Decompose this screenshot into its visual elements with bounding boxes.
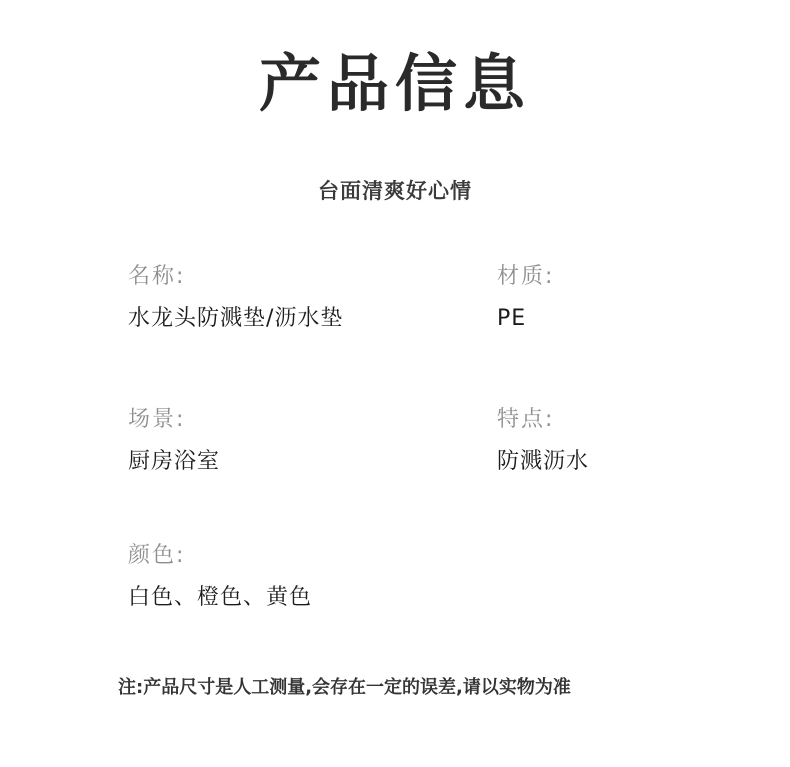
field-material bbox=[497, 262, 554, 334]
field-name bbox=[128, 262, 343, 334]
field-feature-label: 特点: bbox=[497, 407, 555, 432]
field-color-value: 白色、橙色、黄色 bbox=[128, 585, 313, 610]
field-color-label: 颜色: bbox=[128, 543, 186, 568]
page-subtitle: 台面清爽好心情 bbox=[318, 179, 472, 203]
field-scene-value: 厨房浴室 bbox=[128, 449, 221, 474]
field-material-label: 材质: bbox=[497, 264, 555, 289]
field-scene-label: 场景: bbox=[128, 407, 186, 432]
field-name-value: 水龙头防溅垫/沥水垫 bbox=[128, 306, 344, 331]
field-feature bbox=[497, 405, 589, 477]
page-title: 产品信息 bbox=[258, 47, 531, 120]
field-scene bbox=[128, 405, 220, 477]
field-color bbox=[128, 541, 312, 613]
field-feature-value: 防溅沥水 bbox=[497, 449, 590, 474]
field-material-value: PE bbox=[497, 306, 527, 331]
field-name-label: 名称: bbox=[128, 264, 186, 289]
disclaimer-note: 注:产品尺寸是人工测量,会存在一定的误差,请以实物为准 bbox=[118, 677, 571, 698]
